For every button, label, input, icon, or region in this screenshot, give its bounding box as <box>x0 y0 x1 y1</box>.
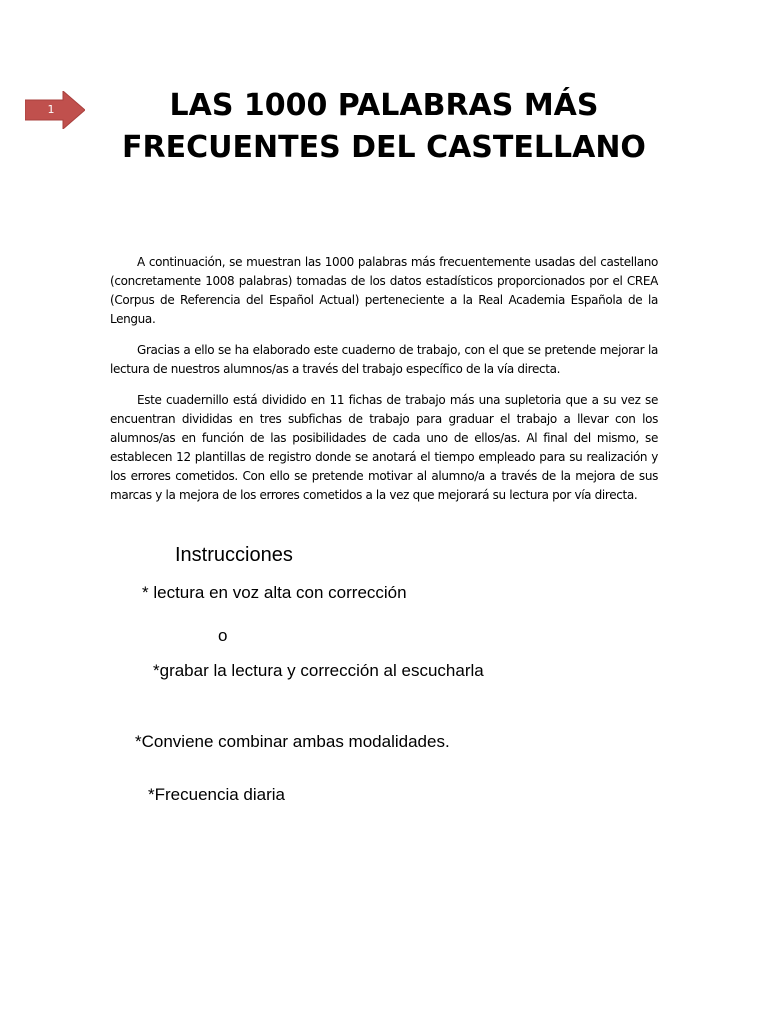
instruction-record: *grabar la lectura y corrección al escucharla <box>153 661 484 680</box>
paragraph-3: Este cuadernillo está dividido en 11 fichas de trabajo más una supletoria que a su vez se encuentran divididas en tres subfichas de trabajo para graduar el trabajo a llevar con los alumnos/as en función de las posibilidades de cada uno de ellos/as. Al final del mismo, se establecen 12 plantillas de registro donde se anotará el tiempo empleado para su realización y los errores cometidos. Con ello se pretende motivar al alumno/a a través de la mejora de sus marcas y la mejora de los errores cometidos a la vez que mejorará su lectura por vía directa. <box>110 393 658 502</box>
intro-text <box>110 253 658 517</box>
paragraph-2: Gracias a ello se ha elaborado este cuaderno de trabajo, con el que se pretende mejorar la lectura de nuestros alumnos/as a través del trabajo específico de la vía directa. <box>110 343 658 376</box>
paragraph-1: A continuación, se muestran las 1000 palabras más frecuentemente usadas del castellano (concretamente 1008 palabras) tomadas de los datos estadísticos proporcionados por el CREA (Corpus de Referencia del Español Actual) perteneciente a la Real Academia Española de la Lengua. <box>110 255 658 326</box>
instruction-combine: *Conviene combinar ambas modalidades. <box>135 732 450 751</box>
instructions-heading: Instrucciones <box>175 544 293 566</box>
instruction-read-aloud: * lectura en voz alta con corrección <box>142 583 407 602</box>
document-title: LAS 1000 PALABRAS MÁS FRECUENTES DEL CASTELLANO <box>122 88 646 165</box>
instruction-or: o <box>218 626 228 645</box>
page-number-arrow-badge <box>25 91 85 129</box>
page-number: 1 <box>47 103 55 116</box>
instruction-frequency: *Frecuencia diaria <box>148 785 286 804</box>
